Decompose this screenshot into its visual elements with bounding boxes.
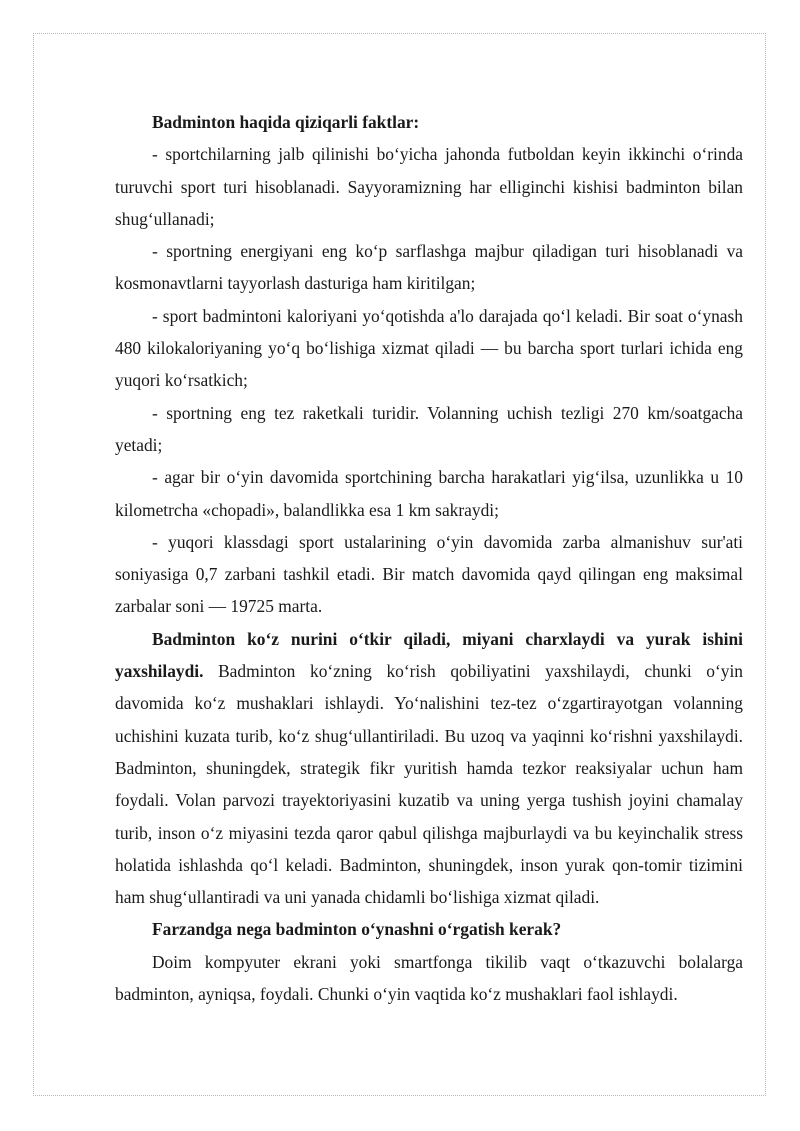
last-paragraph: Doim kompyuter ekrani yoki smartfonga tikilib vaqt o‘tkazuvchi bolalarga badminton, ayniqsa, foydali. Chunki o‘yin vaqtida ko‘z mushaklari faol ishlaydi. xyxy=(115,951,743,1005)
fact-2: - sportning energiyani eng ko‘p sarflashga majbur qiladigan turi hisoblanadi va kosmonavtlarni tayyorlash dasturiga ham kiritilgan; xyxy=(115,241,743,294)
fact-1: - sportchilarning jalb qilinishi bo‘yicha jahonda futboldan keyin ikkinchi o‘rinda turuvchi sport turi hisoblanadi. Sayyoramizning har elliginchi kishisi badminton bilan shug‘ullanadi; xyxy=(115,144,743,229)
heading-facts: Badminton haqida qiziqarli faktlar: xyxy=(152,112,420,132)
heading-children: Farzandga nega badminton o‘ynashni o‘rgatish kerak? xyxy=(152,919,562,940)
fact-4: - sportning eng tez raketkali turidir. Volanning uchish tezligi 270 km/soatgacha yetadi; xyxy=(115,402,743,455)
eye-paragraph-body: Badminton ko‘zning ko‘rish qobiliyatini yaxshilaydi, chunki o‘yin davomida ko‘z mushaklari ishlaydi. Yo‘nalishini tez-tez o‘zgartirayotgan volanning uchishini kuzata turib, ko‘z shug‘ullantiriladi. Bu uzoq va yaqinni ko‘rishni yaxshilaydi. Badminton, shuningdek, strategik fikr yuritish hamda tezkor reaksiyalar uchun ham foydali. Volan parvozi trayektoriyasini kuzatib va uning yerga tushish joyini chamalay turib, inson o‘z miyasini tezda qaror qabul qilishga majburlaydi va bu keyinchalik stress holatida ishlashda qo‘l keladi. Badminton, shuningdek, inson yurak qon-tomir tizimini ham shug‘ullantiradi va uni yanada chidamli bo‘lishiga xizmat qiladi. xyxy=(115,661,743,908)
eye-paragraph-lead: Badminton ko‘z nurini o‘tkir qiladi, miyani charxlaydi va yurak ishini yaxshilaydi. xyxy=(115,628,743,682)
eye-paragraph xyxy=(115,623,743,914)
fact-6: - yuqori klassdagi sport ustalarining o‘yin davomida zarba almanishuv sur'ati soniyasiga 0,7 zarbani tashkil etadi. Bir match davomida qayd qilingan eng maksimal zarbalar soni — 19725 marta. xyxy=(115,531,743,617)
fact-3: - sport badmintoni kaloriyani yo‘qotishda a'lo darajada qo‘l keladi. Bir soat o‘ynash 480 kilokaloriyaning yo‘q bo‘lishiga xizmat qiladi — bu barcha sport turlari ichida eng yuqori ko‘rsatkich; xyxy=(115,305,743,391)
document-body xyxy=(115,106,743,1010)
fact-5: - agar bir o‘yin davomida sportchining barcha harakatlari yig‘ilsa, uzunlikka u 10 kilometrcha «chopadi», balandlikka esa 1 km sakraydi; xyxy=(115,467,743,520)
